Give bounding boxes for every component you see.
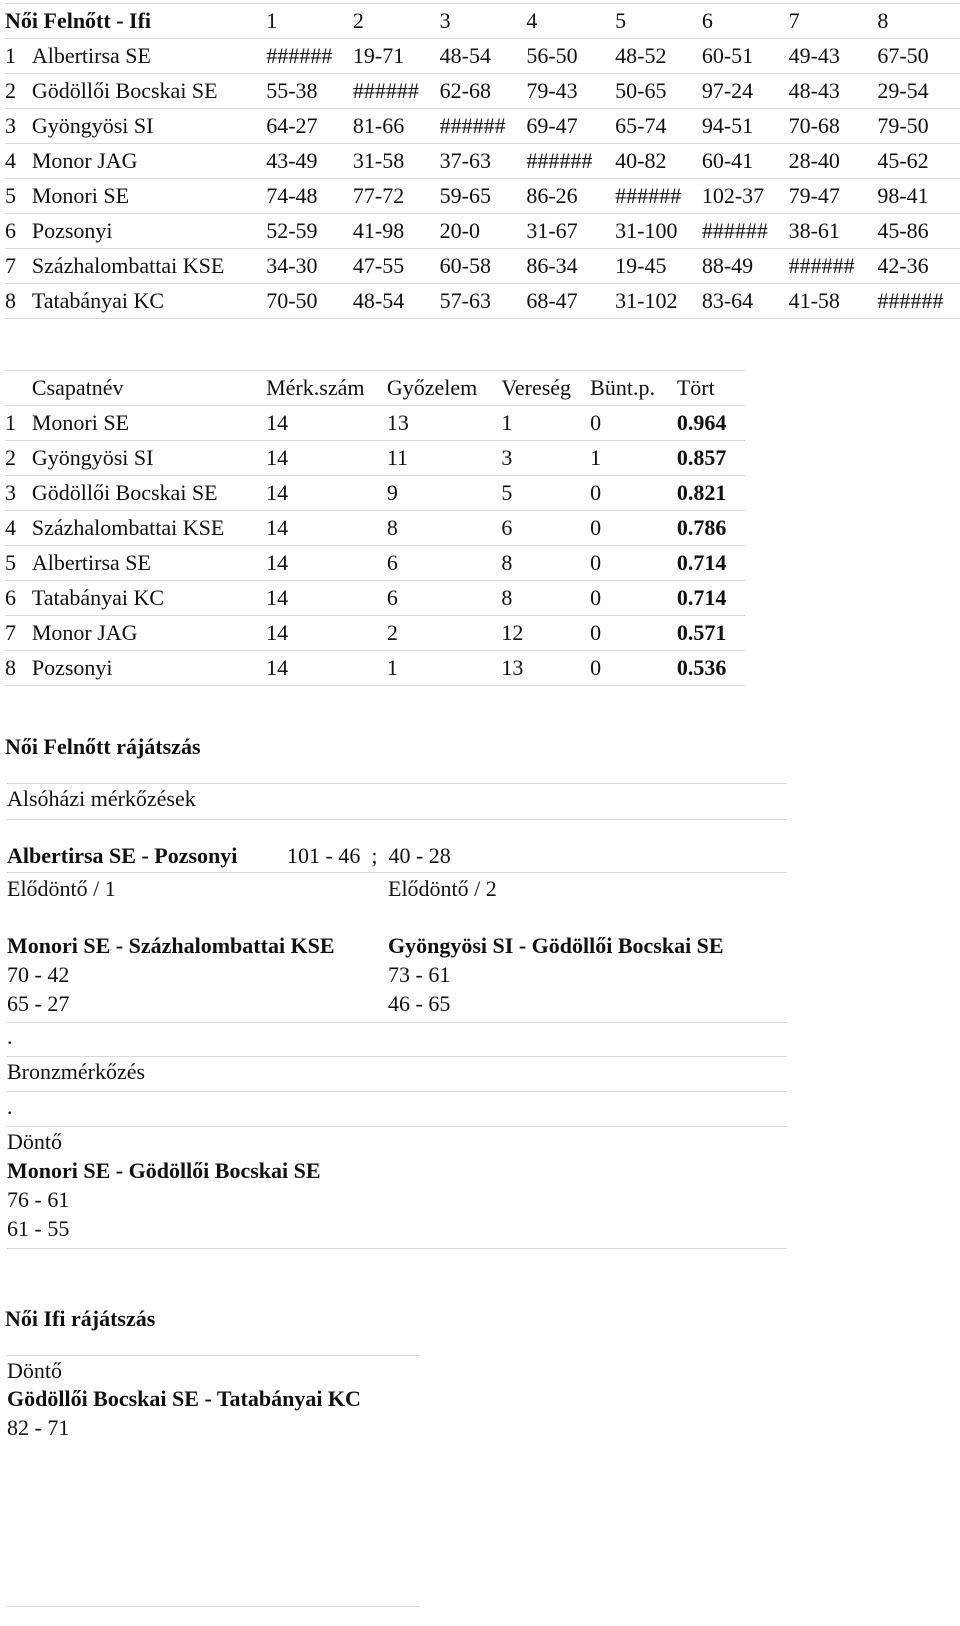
divider <box>7 1022 787 1023</box>
standings-rank: 7 <box>5 620 16 645</box>
matrix-score-cell: ###### <box>615 183 682 208</box>
standings-penalty-header: Bünt.p. <box>590 375 655 400</box>
matrix-score-cell: 48-52 <box>615 43 667 68</box>
semi1-match: Monori SE - Százhalombattai KSE <box>7 933 335 958</box>
matrix-score-cell: 31-100 <box>615 218 678 243</box>
matrix-score-cell: 20-0 <box>439 218 480 243</box>
standings-ratio: 0.714 <box>676 585 727 610</box>
standings-ratio: 0.786 <box>676 515 727 540</box>
standings-losses: 8 <box>501 550 513 575</box>
standings-row <box>5 406 745 441</box>
matrix-row <box>5 144 960 179</box>
matrix-row <box>5 179 960 214</box>
matrix-score-cell: 81-66 <box>352 113 405 138</box>
matrix-score-cell: 41-58 <box>788 288 840 313</box>
standings-row <box>5 476 745 511</box>
matrix-col-header: 8 <box>877 8 889 33</box>
youth-final-match: Gödöllői Bocskai SE - Tatabányai KC <box>7 1386 361 1411</box>
matrix-col-header: 7 <box>788 8 800 33</box>
matrix-team-name: Albertirsa SE <box>31 43 151 68</box>
standings-rank: 2 <box>5 445 16 470</box>
matrix-team-name: Pozsonyi <box>31 218 113 243</box>
matrix-score-cell: 37-63 <box>439 148 491 173</box>
matrix-score-cell: 48-54 <box>439 43 491 68</box>
matrix-team-name: Tatabányai KC <box>31 288 165 313</box>
matrix-score-cell: ###### <box>266 43 333 68</box>
matrix-score-cell: 65-74 <box>615 113 667 138</box>
matrix-score-cell: 57-63 <box>439 288 491 313</box>
divider <box>7 872 787 873</box>
standings-ratio: 0.821 <box>676 480 727 505</box>
matrix-score-cell: ###### <box>788 253 855 278</box>
matrix-score-cell: 86-34 <box>526 253 578 278</box>
matrix-score-cell: 77-72 <box>352 183 405 208</box>
youth-title: Női Ifi rájátszás <box>5 1306 156 1331</box>
standings-penalty: 1 <box>590 445 602 470</box>
matrix-score-cell: 102-37 <box>701 183 765 208</box>
matrix-team-name: Gyöngyösi SI <box>31 113 154 138</box>
final-score-1: 76 - 61 <box>7 1187 70 1212</box>
divider <box>7 1355 420 1356</box>
standings-rank-header <box>5 371 32 406</box>
matrix-score-cell: 42-36 <box>877 253 929 278</box>
divider <box>7 1606 420 1607</box>
matrix-score-cell: 94-51 <box>701 113 754 138</box>
matrix-row-number: 4 <box>5 148 16 173</box>
matrix-score-cell: 29-54 <box>877 78 929 103</box>
matrix-row-number: 6 <box>5 218 16 243</box>
standings-wins: 11 <box>386 445 409 470</box>
matrix-score-cell: 60-41 <box>701 148 754 173</box>
youth-final-score: 82 - 71 <box>7 1415 70 1440</box>
standings-wins: 2 <box>386 620 398 645</box>
standings-rank: 5 <box>5 550 16 575</box>
standings-ratio: 0.571 <box>676 620 727 645</box>
matrix-score-cell: 83-64 <box>701 288 754 313</box>
standings-body <box>5 371 745 686</box>
divider <box>7 1126 787 1127</box>
matrix-score-cell: 31-102 <box>615 288 678 313</box>
matrix-score-cell: 64-27 <box>266 113 318 138</box>
matrix-score-cell: 19-71 <box>352 43 405 68</box>
matrix-row-number: 5 <box>5 183 16 208</box>
results-matrix-body <box>5 4 960 319</box>
matrix-team-name: Százhalombattai KSE <box>31 253 225 278</box>
matrix-score-cell: 60-58 <box>439 253 491 278</box>
matrix-score-cell: 59-65 <box>439 183 491 208</box>
standings-rank: 6 <box>5 585 16 610</box>
matrix-score-cell: 62-68 <box>439 78 491 103</box>
matrix-score-cell: 31-58 <box>352 148 405 173</box>
standings-ratio-header: Tört <box>676 375 715 400</box>
standings-played-header: Mérk.szám <box>266 375 365 400</box>
standings-penalty: 0 <box>590 410 602 435</box>
standings-penalty: 0 <box>590 480 602 505</box>
divider <box>7 1056 787 1057</box>
matrix-row <box>5 109 960 144</box>
lower-match: Albertirsa SE - Pozsonyi <box>7 843 238 868</box>
matrix-score-cell: 38-61 <box>788 218 840 243</box>
matrix-score-cell: 79-43 <box>526 78 578 103</box>
standings-wins: 13 <box>386 410 409 435</box>
standings-rank: 4 <box>5 515 16 540</box>
matrix-score-cell: 41-98 <box>352 218 405 243</box>
matrix-score-cell: ###### <box>352 78 419 103</box>
standings-played: 14 <box>266 515 289 540</box>
standings-wins: 1 <box>386 655 398 680</box>
matrix-score-cell: ###### <box>701 218 768 243</box>
standings-row <box>5 581 745 616</box>
matrix-score-cell: 49-43 <box>788 43 840 68</box>
semi2-score-1: 73 - 61 <box>388 962 451 987</box>
matrix-team-name: Monori SE <box>31 183 130 208</box>
standings-played: 14 <box>266 445 289 470</box>
standings-wins-header: Győzelem <box>386 375 478 400</box>
standings-played: 14 <box>266 655 289 680</box>
matrix-score-cell: 86-26 <box>526 183 578 208</box>
matrix-col-header: 2 <box>352 8 364 33</box>
standings-penalty: 0 <box>590 620 602 645</box>
semi2-label: Elődöntő / 2 <box>388 876 497 901</box>
matrix-score-cell: 48-43 <box>788 78 840 103</box>
semi1-score-2: 65 - 27 <box>7 991 70 1016</box>
standings-ratio: 0.964 <box>676 410 727 435</box>
matrix-score-cell: 60-51 <box>701 43 754 68</box>
matrix-score-cell: 98-41 <box>877 183 929 208</box>
matrix-row <box>5 249 960 284</box>
standings-team: Monor JAG <box>31 620 138 645</box>
final-score-2: 61 - 55 <box>7 1216 70 1241</box>
matrix-score-cell: 43-49 <box>266 148 318 173</box>
standings-played: 14 <box>266 480 289 505</box>
matrix-col-header: 6 <box>701 8 713 33</box>
divider <box>7 1248 787 1249</box>
matrix-score-cell: 56-50 <box>526 43 578 68</box>
matrix-row <box>5 284 960 319</box>
matrix-row <box>5 214 960 249</box>
divider <box>7 783 787 784</box>
standings-ratio: 0.857 <box>676 445 727 470</box>
standings-wins: 6 <box>386 550 398 575</box>
standings-penalty: 0 <box>590 550 602 575</box>
matrix-score-cell: 67-50 <box>877 43 929 68</box>
final-label: Döntő <box>7 1129 62 1154</box>
matrix-score-cell: ###### <box>526 148 593 173</box>
matrix-score-cell: 34-30 <box>266 253 318 278</box>
standings-team-header: Csapatnév <box>31 375 124 400</box>
standings-played: 14 <box>266 550 289 575</box>
standings-losses: 1 <box>501 410 513 435</box>
lower-label: Alsóházi mérkőzések <box>7 786 196 811</box>
matrix-col-header: 3 <box>439 8 451 33</box>
standings-row <box>5 511 745 546</box>
standings-team: Tatabányai KC <box>31 585 165 610</box>
bronze-label: Bronzmérkőzés <box>7 1059 146 1084</box>
matrix-score-cell: 52-59 <box>266 218 318 243</box>
standings-team: Gödöllői Bocskai SE <box>31 480 218 505</box>
matrix-score-cell: 48-54 <box>352 288 405 313</box>
standings-wins: 8 <box>386 515 398 540</box>
matrix-score-cell: 45-62 <box>877 148 929 173</box>
standings-losses: 3 <box>501 445 513 470</box>
matrix-score-cell: 88-49 <box>701 253 754 278</box>
standings-penalty: 0 <box>590 515 602 540</box>
matrix-team-name: Gödöllői Bocskai SE <box>31 78 218 103</box>
matrix-row-number: 3 <box>5 113 16 138</box>
matrix-row <box>5 74 960 109</box>
matrix-score-cell: 50-65 <box>615 78 667 103</box>
matrix-score-cell: ###### <box>439 113 506 138</box>
matrix-row <box>5 39 960 74</box>
matrix-score-cell: 79-50 <box>877 113 929 138</box>
standings-ratio: 0.714 <box>676 550 727 575</box>
matrix-col-header: 5 <box>615 8 627 33</box>
standings-wins: 9 <box>386 480 398 505</box>
matrix-score-cell: 40-82 <box>615 148 667 173</box>
standings-team: Gyöngyösi SI <box>31 445 154 470</box>
results-matrix <box>5 3 960 319</box>
placeholder-dot: . <box>7 1024 13 1049</box>
results-matrix-header <box>5 4 960 39</box>
standings-losses: 6 <box>501 515 513 540</box>
standings-losses-header: Vereség <box>501 375 572 400</box>
semi2-score-2: 46 - 65 <box>388 991 451 1016</box>
playoff-title: Női Felnőtt rájátszás <box>5 734 201 759</box>
standings-team: Százhalombattai KSE <box>31 515 225 540</box>
matrix-row-number: 2 <box>5 78 16 103</box>
placeholder-dot: . <box>7 1094 13 1119</box>
semi1-score-1: 70 - 42 <box>7 962 70 987</box>
matrix-row-number: 7 <box>5 253 16 278</box>
standings-table <box>5 370 745 686</box>
matrix-score-cell: 45-86 <box>877 218 929 243</box>
semi1-label: Elődöntő / 1 <box>7 876 116 901</box>
matrix-title: Női Felnőtt - Ifi <box>5 8 152 33</box>
matrix-row-number: 1 <box>5 43 16 68</box>
matrix-score-cell: 79-47 <box>788 183 840 208</box>
standings-losses: 13 <box>501 655 524 680</box>
standings-wins: 6 <box>386 585 398 610</box>
standings-penalty: 0 <box>590 655 602 680</box>
matrix-score-cell: 70-68 <box>788 113 840 138</box>
lower-score: 101 - 46 ; 40 - 28 <box>287 843 451 868</box>
standings-team: Albertirsa SE <box>31 550 151 575</box>
standings-losses: 8 <box>501 585 513 610</box>
matrix-team-name: Monor JAG <box>31 148 138 173</box>
matrix-score-cell: 55-38 <box>266 78 318 103</box>
standings-penalty: 0 <box>590 585 602 610</box>
standings-rank: 3 <box>5 480 16 505</box>
standings-losses: 5 <box>501 480 513 505</box>
standings-row <box>5 616 745 651</box>
semi2-match: Gyöngyösi SI - Gödöllői Bocskai SE <box>388 933 724 958</box>
youth-final-label: Döntő <box>7 1358 62 1383</box>
matrix-score-cell: 47-55 <box>352 253 405 278</box>
standings-ratio: 0.536 <box>676 655 727 680</box>
standings-header <box>5 371 745 406</box>
standings-team: Pozsonyi <box>31 655 113 680</box>
standings-losses: 12 <box>501 620 524 645</box>
standings-rank: 1 <box>5 410 16 435</box>
standings-played: 14 <box>266 585 289 610</box>
standings-rank: 8 <box>5 655 16 680</box>
standings-played: 14 <box>266 410 289 435</box>
matrix-score-cell: ###### <box>877 288 944 313</box>
matrix-row-number: 8 <box>5 288 16 313</box>
matrix-score-cell: 31-67 <box>526 218 578 243</box>
standings-played: 14 <box>266 620 289 645</box>
standings-row <box>5 441 745 476</box>
matrix-score-cell: 19-45 <box>615 253 667 278</box>
final-match: Monori SE - Gödöllői Bocskai SE <box>7 1158 321 1183</box>
matrix-score-cell: 74-48 <box>266 183 318 208</box>
matrix-col-header: 1 <box>266 8 278 33</box>
matrix-score-cell: 97-24 <box>701 78 754 103</box>
matrix-score-cell: 70-50 <box>266 288 318 313</box>
matrix-score-cell: 68-47 <box>526 288 578 313</box>
standings-row <box>5 651 745 686</box>
divider <box>7 819 787 820</box>
matrix-score-cell: 69-47 <box>526 113 578 138</box>
standings-row <box>5 546 745 581</box>
standings-team: Monori SE <box>31 410 130 435</box>
matrix-score-cell: 28-40 <box>788 148 840 173</box>
matrix-col-header: 4 <box>526 8 538 33</box>
divider <box>7 1091 787 1092</box>
